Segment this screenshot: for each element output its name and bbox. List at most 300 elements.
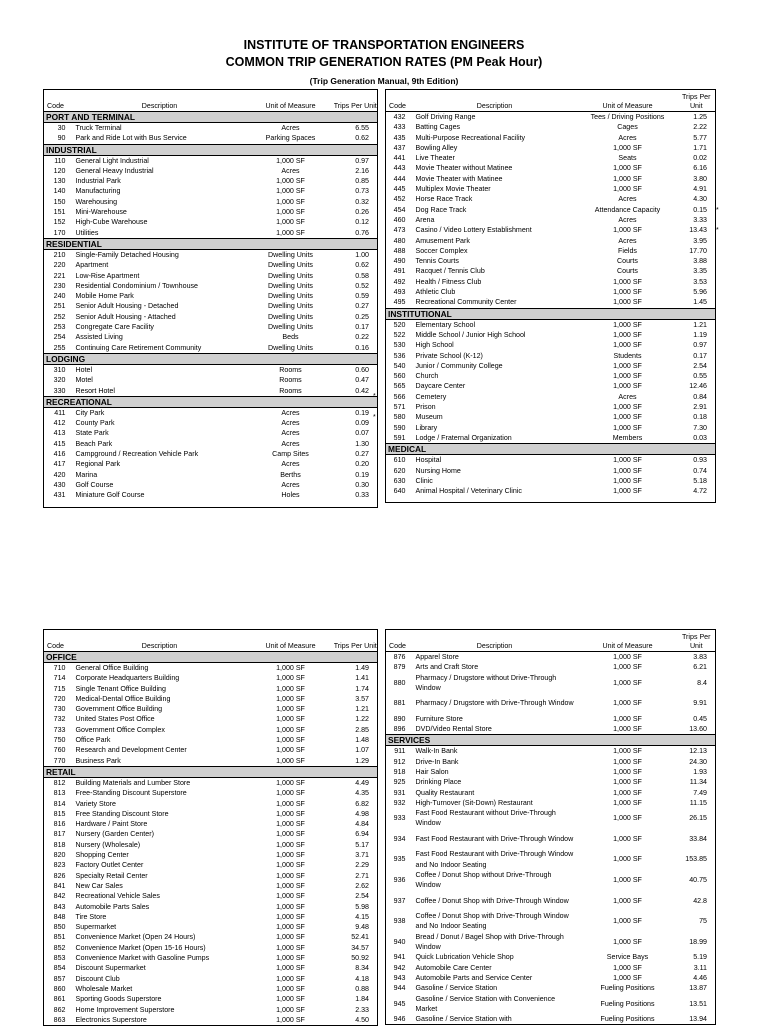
land-use-code: 714 [53,674,66,683]
land-use-code: 750 [53,736,66,745]
unit-of-measure: Dwelling Units [268,323,313,332]
trips-per-unit: 4.50 [355,1015,369,1024]
land-use-code: 816 [53,820,66,829]
trips-per-unit: 0.97 [355,156,369,165]
trips-per-unit: 4.46 [693,973,707,982]
unit-of-measure: 1,000 SF [613,814,642,823]
land-use-description: Prison [415,403,436,412]
table-row [386,693,716,714]
trips-per-unit: 0.12 [355,218,369,227]
unit-of-measure: 1,000 SF [276,177,305,186]
land-use-code: 151 [53,208,66,217]
land-use-code: 935 [393,855,406,864]
unit-of-measure: Students [613,351,642,360]
table-row [386,402,716,412]
land-use-description: Hospital [415,456,442,465]
land-use-description: Athletic Club [415,288,456,297]
trips-per-unit: 12.46 [689,382,707,391]
trips-per-unit: 0.09 [355,419,369,428]
land-use-description: United States Post Office [75,715,155,724]
table-row [44,963,378,973]
trips-per-unit: 42.8 [693,896,707,905]
table-row [44,673,378,683]
description-header: Description [476,642,513,650]
unit-of-measure: 1,000 SF [276,902,305,911]
table-row [386,777,716,787]
table-row [44,745,378,755]
land-use-description: Bread / Donut / Bagel Shop with Drive-Through Window [415,932,564,952]
trips-per-unit: 13.94 [689,1015,707,1024]
land-use-description: Amusement Park [415,236,470,245]
trips-per-unit: 0.25 [355,312,369,321]
unit-of-measure: 1,000 SF [276,756,305,765]
land-use-description: Automobile Care Center [415,963,492,972]
land-use-description: Hardware / Paint Store [75,820,148,829]
trips-per-unit: 1.49 [355,664,369,672]
unit-of-measure: 1,000 SF [613,834,642,843]
trips-header: Trips Per Unit [333,102,377,110]
table-row [44,386,378,397]
unit-of-measure: 1,000 SF [613,767,642,776]
unit-of-measure: 1,000 SF [276,684,305,693]
trips-per-unit: 1.93 [693,767,707,776]
trips-per-unit: 4.91 [693,185,707,194]
unit-of-measure: 1,000 SF [613,937,642,946]
unit-of-measure: 1,000 SF [613,320,642,329]
padding-cell [44,501,378,508]
trips-per-unit: 7.30 [693,423,707,432]
table-row [386,788,716,798]
land-use-description: Casino / Video Lottery Establishment [415,226,532,235]
table-row [386,225,716,235]
unit-of-measure: 1,000 SF [276,725,305,734]
table-row [386,361,716,371]
land-use-description: Specialty Retail Center [75,871,148,880]
table-row [386,808,716,829]
section-header-row [44,112,378,123]
land-use-description: Electronics Superstore [75,1015,147,1024]
section-header-row [44,766,378,777]
table-row [386,412,716,422]
trips-per-unit: 1.19 [693,330,707,339]
land-use-description: Factory Outlet Center [75,861,144,870]
land-use-description: Senior Adult Housing - Attached [75,312,176,321]
rates-table-bottom-left [43,629,378,1026]
land-use-description: Fast Food Restaurant with Drive-Through Window and No Indoor Seating [415,850,574,869]
unit-of-measure: 1,000 SF [276,954,305,963]
trips-per-unit: 6.82 [355,799,369,808]
land-use-code: 490 [393,257,406,266]
table-row [386,746,716,757]
table-row [44,228,378,239]
unit-header: Unit of Measure [602,642,653,650]
unit-of-measure: Dwelling Units [268,250,313,259]
table-row [44,953,378,963]
unit-of-measure: 1,000 SF [613,288,642,297]
unit-header: Unit of Measure [265,102,316,110]
trips-per-unit: 0.97 [693,341,707,350]
unit-of-measure: Acres [281,460,300,469]
land-use-code: 522 [393,330,406,339]
land-use-code: 433 [393,123,406,132]
document-subtitle: (Trip Generation Manual, 9th Edition) [309,76,459,86]
section-title: SERVICES [386,735,716,746]
unit-of-measure: 1,000 SF [613,778,642,787]
table-row [44,684,378,694]
land-use-code: 936 [393,876,406,885]
trips-header: Trips Per Unit [681,93,711,110]
trips-per-unit: 0.52 [355,281,369,290]
land-use-code: 943 [393,973,406,982]
unit-of-measure: 1,000 SF [276,964,305,973]
land-use-description: Gasoline / Service Station with [415,1015,512,1024]
land-use-code: 495 [393,298,406,307]
table-row [386,277,716,287]
land-use-code: 610 [393,456,406,465]
footnote-marker: * [373,393,376,400]
land-use-code: 850 [53,923,66,932]
trips-per-unit: 0.15 [693,205,707,214]
table-row [386,455,716,466]
table-row [386,205,716,215]
unit-of-measure: Holes [281,491,300,500]
table-row [44,123,378,134]
land-use-code: 820 [53,851,66,860]
unit-of-measure: 1,000 SF [613,185,642,194]
unit-header: Unit of Measure [602,102,653,110]
unit-of-measure: Acres [281,439,300,448]
table-row [386,423,716,433]
unit-of-measure: Acres [281,124,300,132]
unit-of-measure: 1,000 SF [613,678,642,687]
unit-of-measure: 1,000 SF [613,341,642,350]
description-header: Description [141,642,178,650]
code-header: Code [389,642,406,650]
land-use-code: 566 [393,392,406,401]
land-use-code: 896 [393,725,406,734]
unit-of-measure: Dwelling Units [268,302,313,311]
table-row [44,725,378,735]
land-use-description: Golf Driving Range [415,113,476,121]
unit-of-measure: 1,000 SF [613,653,642,661]
trips-per-unit: 52.41 [351,933,369,942]
table-padding-row [386,496,716,503]
trips-per-unit: 18.99 [689,937,707,946]
trips-per-unit: 0.18 [693,413,707,422]
land-use-code: 879 [393,663,406,672]
unit-of-measure: 1,000 SF [276,715,305,724]
unit-of-measure: 1,000 SF [276,923,305,932]
trips-per-unit: 153.85 [685,855,707,864]
land-use-code: 933 [393,814,406,823]
land-use-description: Sporting Goods Superstore [75,995,162,1004]
trips-per-unit: 26.15 [689,814,707,823]
land-use-description: Cemetery [415,392,447,401]
table-row [44,777,378,788]
table-row [386,319,716,330]
table-row [44,217,378,227]
land-use-code: 120 [53,166,66,175]
unit-of-measure: 1,000 SF [613,226,642,235]
land-use-code: 946 [393,1015,406,1024]
table-row [386,174,716,184]
table-row [44,364,378,375]
land-use-description: Free Standing Discount Store [75,809,169,818]
trips-per-unit: 0.19 [355,470,369,479]
land-use-code: 170 [53,228,66,237]
unit-of-measure: 1,000 SF [613,143,642,152]
land-use-description: Single-Family Detached Housing [75,250,179,259]
table-row [44,943,378,953]
trips-per-unit: 1.25 [693,113,707,121]
table-row [44,663,378,674]
land-use-code: 571 [393,403,406,412]
header-row [386,630,716,652]
land-use-code: 876 [393,653,406,661]
unit-of-measure: Acres [281,166,300,175]
land-use-code: 252 [53,312,66,321]
unit-of-measure: Rooms [279,386,302,395]
land-use-description: Movie Theater with Matinee [415,174,503,183]
trips-per-unit: 0.59 [355,292,369,301]
land-use-code: 437 [393,143,406,152]
trips-per-unit: 0.20 [355,460,369,469]
land-use-description: Discount Club [75,974,120,983]
unit-of-measure: Dwelling Units [268,292,313,301]
trips-per-unit: 8.34 [355,964,369,973]
table-row [44,249,378,260]
unit-of-measure: 1,000 SF [613,277,642,286]
trips-per-unit: 17.70 [689,246,707,255]
land-use-description: Regional Park [75,460,121,469]
section-header-row [386,444,716,455]
trips-per-unit: 1.41 [355,674,369,683]
table-row [386,215,716,225]
unit-of-measure: 1,000 SF [276,228,305,237]
land-use-code: 934 [393,834,406,843]
table-row [386,652,716,663]
section-title: MEDICAL [386,444,716,455]
section-title: INDUSTRIAL [44,144,378,155]
land-use-description: Church [415,372,439,381]
land-use-description: Automobile Parts Sales [75,902,150,911]
land-use-code: 492 [393,277,406,286]
land-use-code: 454 [393,205,406,214]
table-row [44,850,378,860]
land-use-code: 852 [53,943,66,952]
unit-of-measure: 1,000 SF [276,943,305,952]
trips-per-unit: 0.19 [355,408,369,417]
table-row [386,870,716,891]
section-header-row [44,396,378,407]
unit-of-measure: 1,000 SF [613,757,642,766]
trips-header: Trips Per Unit [681,633,711,650]
trips-per-unit: 0.33 [355,491,369,500]
land-use-code: 540 [393,361,406,370]
unit-of-measure: 1,000 SF [276,1015,305,1024]
land-use-code: 938 [393,917,406,926]
land-use-code: 880 [393,678,406,687]
table-row [44,166,378,176]
land-use-description: Building Materials and Lumber Store [75,778,191,787]
unit-of-measure: 1,000 SF [276,156,305,165]
land-use-description: Movie Theater without Matinee [415,164,513,173]
land-use-code: 941 [393,953,406,962]
unit-of-measure: Members [612,433,643,442]
section-title: INSTITUTIONAL [386,308,716,319]
land-use-description: Fast Food Restaurant with Drive-Through Window [415,834,574,843]
unit-of-measure: 1,000 SF [613,788,642,797]
trips-per-unit: 1.21 [693,320,707,329]
table-row [386,952,716,962]
trips-per-unit: 0.22 [355,333,369,342]
table-row [44,439,378,449]
land-use-code: 590 [393,423,406,432]
land-use-code: 732 [53,715,66,724]
trips-per-unit: 0.88 [355,984,369,993]
land-use-description: Walk-In Bank [415,747,458,756]
land-use-description: Daycare Center [415,382,466,391]
land-use-code: 415 [53,439,66,448]
land-use-description: Convenience Market with Gasoline Pumps [75,954,210,963]
table-row [44,449,378,459]
unit-of-measure: 1,000 SF [276,892,305,901]
table-row [386,112,716,123]
trips-per-unit: 1.74 [355,684,369,693]
unit-of-measure: 1,000 SF [276,197,305,206]
land-use-description: Nursery (Wholesale) [75,840,141,849]
document-title: INSTITUTE OF TRANSPORTATION ENGINEERS [243,38,525,52]
unit-of-measure: Service Bays [606,953,649,962]
land-use-description: Soccer Complex [415,246,468,255]
code-header: Code [389,102,406,110]
trips-per-unit: 0.27 [355,450,369,459]
table-row [386,476,716,486]
unit-of-measure: 1,000 SF [276,974,305,983]
table-row [44,312,378,322]
land-use-description: Furniture Store [415,714,463,723]
trips-per-unit: 1.48 [355,736,369,745]
land-use-description: Government Office Building [75,705,163,714]
trips-per-unit: 6.94 [355,830,369,839]
trips-per-unit: 3.83 [693,653,707,661]
land-use-description: Warehousing [75,197,118,206]
trips-per-unit: 5.77 [693,133,707,142]
land-use-description: Horse Race Track [415,195,473,204]
unit-of-measure: Dwelling Units [268,312,313,321]
land-use-code: 443 [393,164,406,173]
land-use-description: Business Park [75,756,121,765]
unit-of-measure: 1,000 SF [276,799,305,808]
table-row [44,799,378,809]
land-use-code: 565 [393,382,406,391]
trips-per-unit: 0.16 [355,343,369,352]
unit-of-measure: 1,000 SF [613,330,642,339]
trips-per-unit: 6.55 [355,124,369,132]
trips-per-unit: 1.21 [355,705,369,714]
trips-per-unit: 75 [699,917,707,926]
land-use-description: State Park [75,429,109,438]
unit-of-measure: 1,000 SF [276,674,305,683]
section-header-row [386,735,716,746]
land-use-description: Continuing Care Retirement Community [75,343,202,352]
land-use-code: 853 [53,954,66,963]
header-row [44,630,378,652]
land-use-code: 413 [53,429,66,438]
unit-header: Unit of Measure [265,642,316,650]
unit-of-measure: 1,000 SF [276,208,305,217]
land-use-code: 330 [53,386,66,395]
unit-of-measure: Courts [617,257,638,266]
table-row [44,459,378,469]
table-row [386,143,716,153]
trips-per-unit: 0.74 [693,466,707,475]
table-row [44,281,378,291]
table-row [386,297,716,308]
unit-of-measure: 1,000 SF [276,778,305,787]
table-row [44,860,378,870]
land-use-code: 431 [53,491,66,500]
table-row [386,184,716,194]
land-use-description: Marina [75,470,98,479]
unit-of-measure: Courts [617,267,638,276]
unit-of-measure: Tees / Driving Positions [590,113,665,121]
trips-header: Trips Per Unit [333,642,377,650]
unit-of-measure: Rooms [279,365,302,374]
table-row [386,392,716,402]
land-use-description: Corporate Headquarters Building [75,674,180,683]
land-use-code: 591 [393,433,406,442]
trips-per-unit: 33.84 [689,834,707,843]
trips-per-unit: 0.85 [355,177,369,186]
unit-of-measure: Dwelling Units [268,261,313,270]
unit-of-measure: Acres [618,133,637,142]
table-row [386,194,716,204]
trips-per-unit: 0.26 [355,208,369,217]
trips-per-unit: 4.15 [355,912,369,921]
section-title: RETAIL [44,766,378,777]
land-use-description: Batting Cages [415,123,461,132]
unit-of-measure: Cages [617,123,638,132]
land-use-code: 942 [393,963,406,972]
land-use-description: Coffee / Donut Shop with Drive-Through Window [415,896,569,905]
land-use-description: Congregate Care Facility [75,323,154,332]
trips-per-unit: 3.80 [693,174,707,183]
trips-per-unit: 3.35 [693,267,707,276]
land-use-code: 851 [53,933,66,942]
unit-of-measure: 1,000 SF [276,871,305,880]
land-use-code: 253 [53,323,66,332]
unit-of-measure: 1,000 SF [613,798,642,807]
trips-per-unit: 2.62 [355,881,369,890]
table-row [44,809,378,819]
section-header-row [44,144,378,155]
land-use-code: 110 [54,156,66,165]
land-use-description: Multiplex Movie Theater [415,185,491,194]
trips-per-unit: 0.02 [693,154,707,163]
unit-of-measure: 1,000 SF [613,896,642,905]
table-row [44,704,378,714]
land-use-description: Elementary School [415,320,476,329]
unit-of-measure: Rooms [279,376,302,385]
land-use-description: Utilities [75,228,99,237]
land-use-description: Quick Lubrication Vehicle Shop [415,953,514,962]
land-use-description: Wholesale Market [75,984,133,993]
trips-per-unit: 7.49 [693,788,707,797]
land-use-code: 710 [53,664,66,672]
unit-of-measure: 1,000 SF [276,933,305,942]
table-row [386,724,716,735]
